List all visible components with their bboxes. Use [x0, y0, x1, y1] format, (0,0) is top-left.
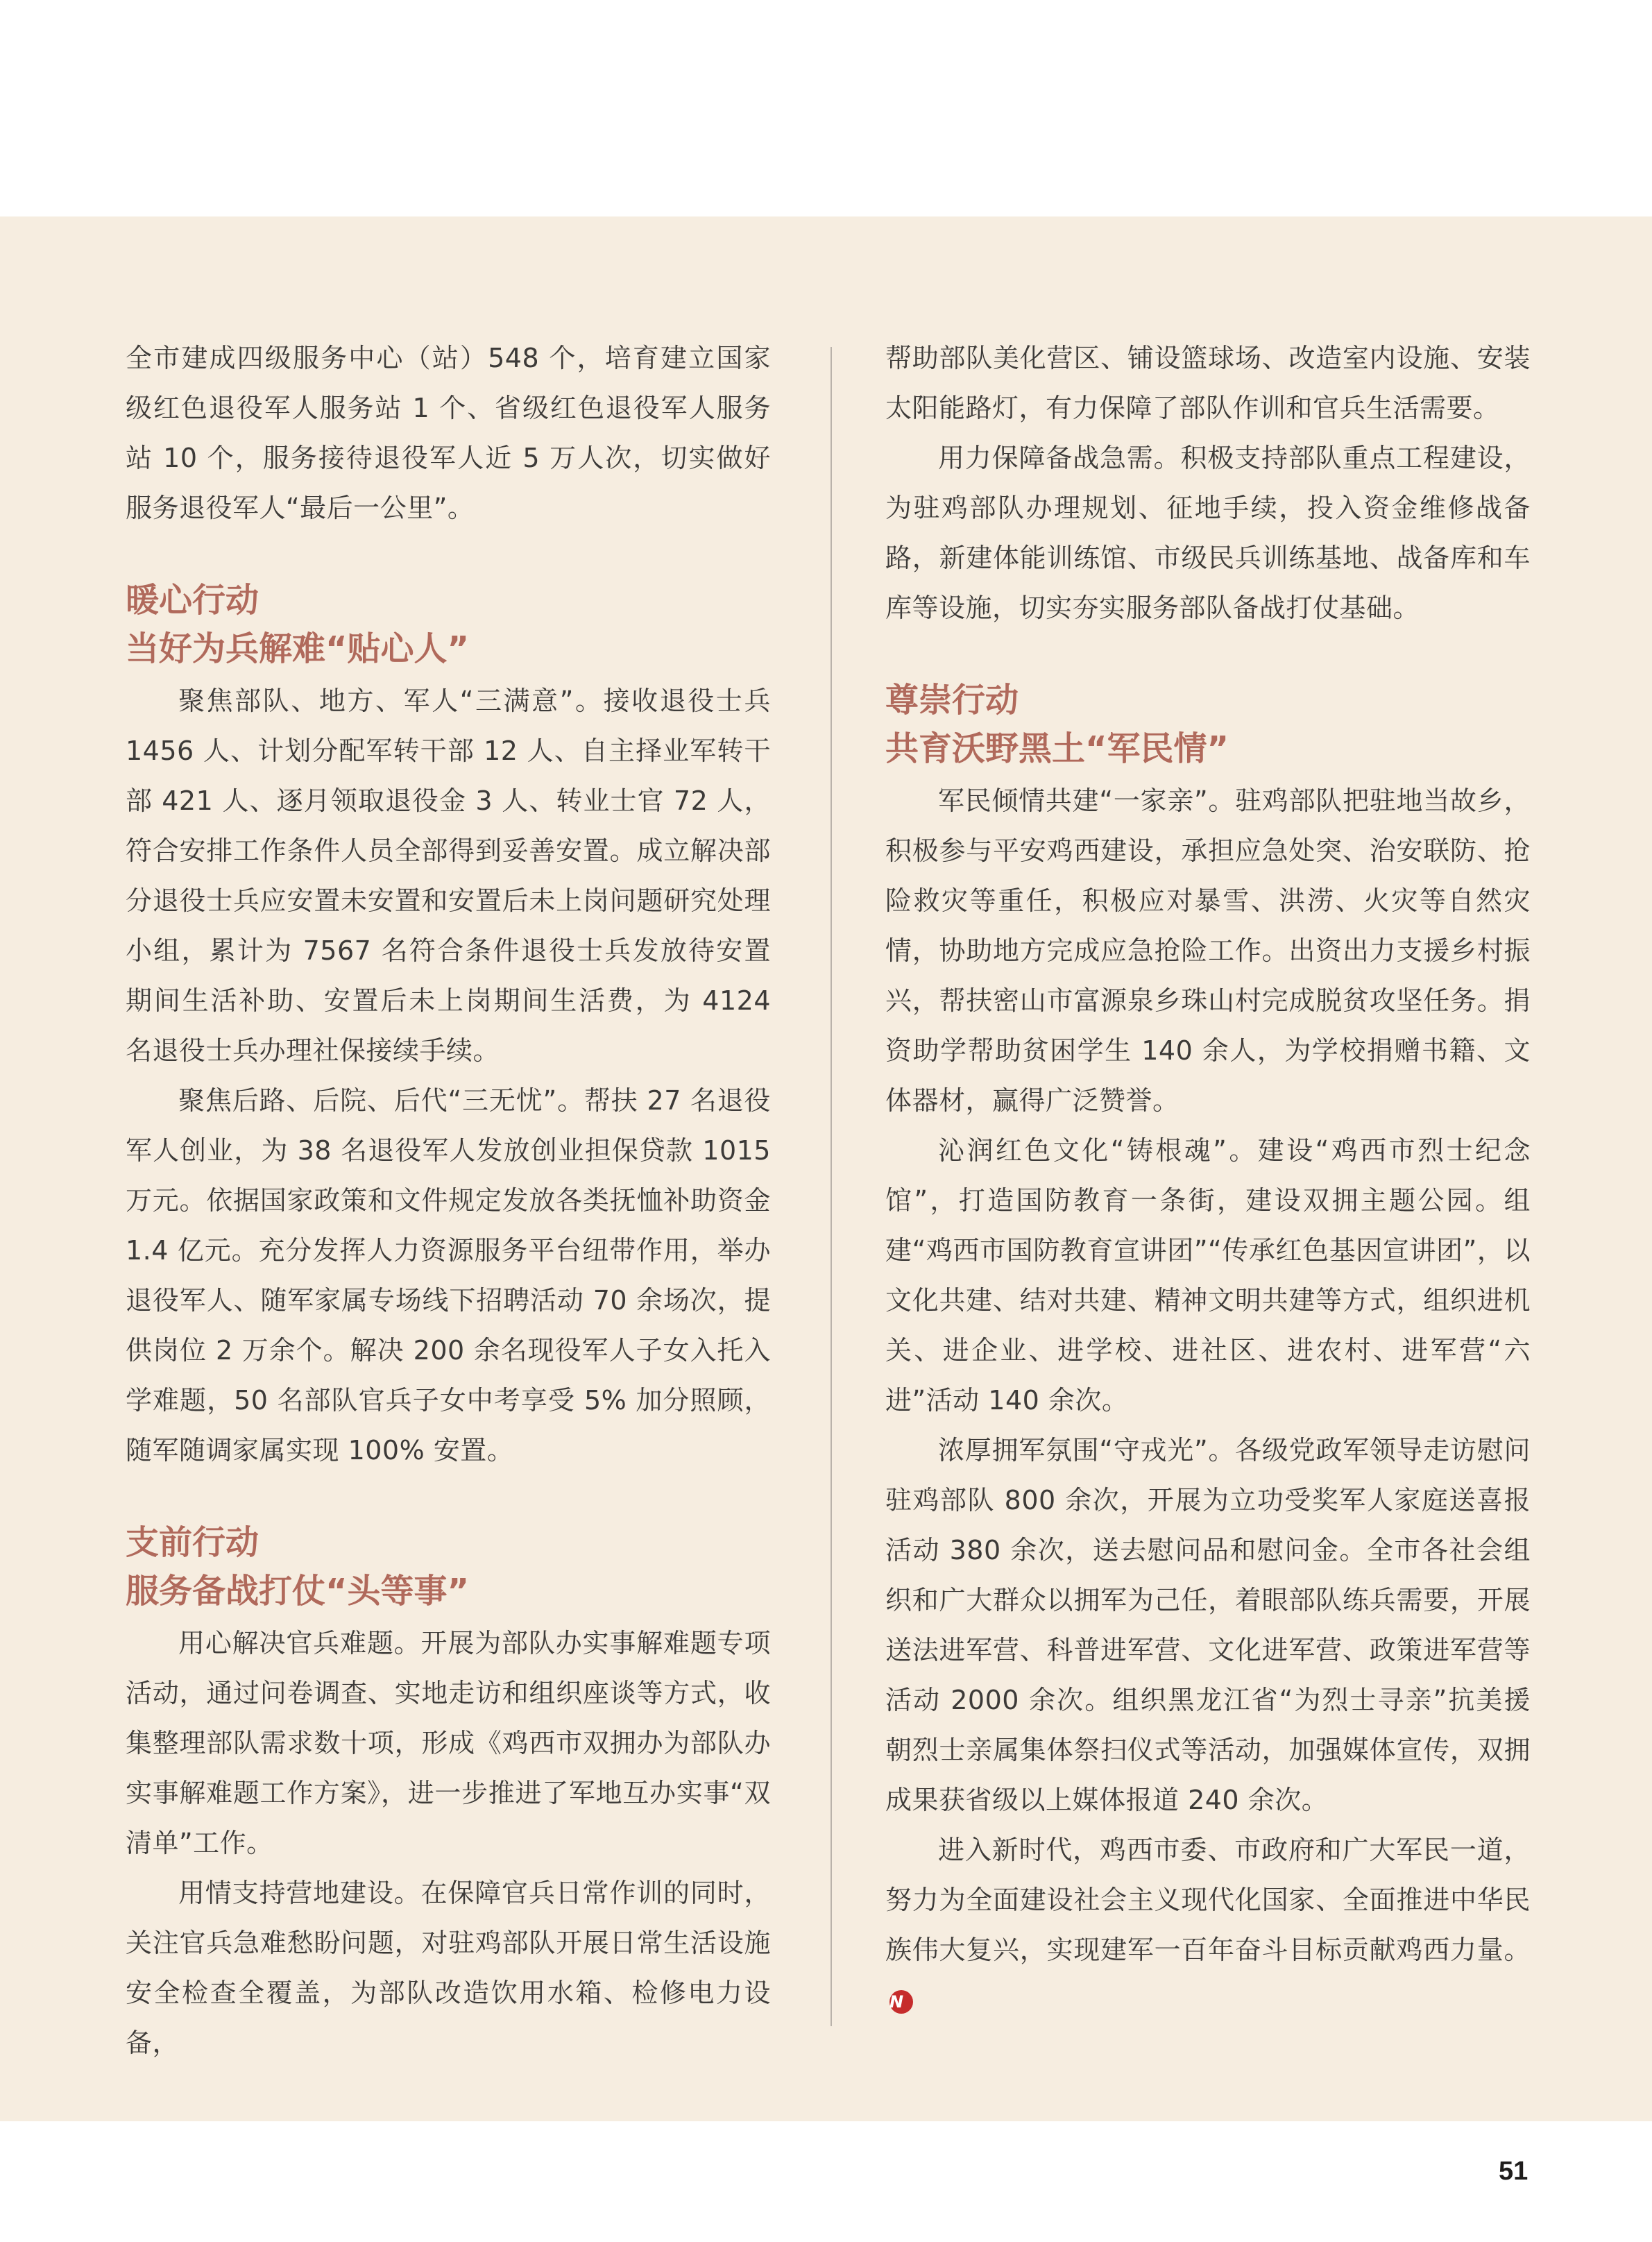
page-number: 51 [1499, 2157, 1528, 2186]
body-paragraph: 聚焦部队、地方、军人“三满意”。接收退役士兵 1456 人、计划分配军转干部 12 人、自主择业军转干部 421 人、逐月领取退役金 3 人、转业士官 72 人，符合安排工作条件人员全部得到妥善安置。成立解决部分退役士兵应安置未安置和安置后未上岗问题研究处理小组，累计为 7567 名符合条件退役士兵发放待安置期间生活补助、安置后未上岗期间生活费，为 4124 名退役士兵办理社保接续手续。 [126, 686, 771, 1066]
right-column [885, 333, 1531, 2025]
continued-paragraph: 帮助部队美化营区、铺设篮球场、改造室内设施、安装太阳能路灯，有力保障了部队作训和官兵生活需要。 [885, 343, 1531, 423]
column-divider [831, 347, 832, 2026]
end-mark-icon: N [889, 1990, 913, 2014]
body-paragraph: 军民倾情共建“一家亲”。驻鸡部队把驻地当故乡，积极参与平安鸡西建设，承担应急处突、治安联防、抢险救灾等重任，积极应对暴雪、洪涝、火灾等自然灾情，协助地方完成应急抢险工作。出资出力支援乡村振兴，帮扶密山市富源泉乡珠山村完成脱贫攻坚任务。捐资助学帮助贫困学生 140 余人，为学校捐赠书籍、文体器材，赢得广泛赞誉。 [885, 785, 1531, 1116]
body-paragraph: 用心解决官兵难题。开展为部队办实事解难题专项活动，通过问卷调查、实地走访和组织座谈等方式，收集整理部队需求数十项，形成《鸡西市双拥办为部队办实事解难题工作方案》，进一步推进了军地互办实事“双清单”工作。 [126, 1628, 771, 1858]
body-paragraph: 沁润红色文化“铸根魂”。建设“鸡西市烈士纪念馆”，打造国防教育一条街，建设双拥主题公园。组建“鸡西市国防教育宣讲团”“传承红色基因宣讲团”，以文化共建、结对共建、精神文明共建等方式，组织进机关、进企业、进学校、进社区、进农村、进军营“六进”活动 140 余次。 [885, 1135, 1531, 1416]
section-heading-line2: 服务备战打仗“头等事” [126, 1572, 470, 1611]
body-paragraph: 浓厚拥军氛围“守戎光”。各级党政军领导走访慰问驻鸡部队 800 余次，开展为立功受奖军人家庭送喜报活动 380 余次，送去慰问品和慰问金。全市各社会组织和广大群众以拥军为己任，着眼部队练兵需要，开展送法进军营、科普进军营、文化进军营、政策进军营等活动 2000 余次。组织黑龙江省“为烈士寻亲”抗美援朝烈士亲属集体祭扫仪式等活动，加强媒体宣传，双拥成果获省级以上媒体报道 240 余次。 [885, 1435, 1531, 1815]
section-heading-warm-action [126, 576, 771, 673]
section-heading-line2: 当好为兵解难“贴心人” [126, 629, 470, 668]
body-paragraph: 用力保障备战急需。积极支持部队重点工程建设，为驻鸡部队办理规划、征地手续，投入资金维修战备路，新建体能训练馆、市级民兵训练基地、战备库和车库等设施，切实夯实服务部队备战打仗基础。 [885, 443, 1531, 623]
closing-text: 进入新时代，鸡西市委、市政府和广大军民一道，努力为全面建设社会主义现代化国家、全面推进中华民族伟大复兴，实现建军一百年奋斗目标贡献鸡西力量。 [885, 1835, 1531, 1965]
section-heading-support-action [126, 1518, 771, 1615]
left-column [126, 333, 771, 2068]
body-paragraph: 用情支持营地建设。在保障官兵日常作训的同时，关注官兵急难愁盼问题，对驻鸡部队开展日常生活设施安全检查全覆盖，为部队改造饮用水箱、检修电力设备， [126, 1878, 771, 2058]
section-heading-line1: 暖心行动 [126, 581, 259, 620]
section-heading-line2: 共育沃野黑土“军民情” [885, 729, 1229, 768]
section-heading-line1: 尊崇行动 [885, 681, 1019, 720]
closing-paragraph [885, 1825, 1531, 2025]
intro-paragraph: 全市建成四级服务中心（站）548 个，培育建立国家级红色退役军人服务站 1 个、省级红色退役军人服务站 10 个，服务接待退役军人近 5 万人次，切实做好服务退役军人“最后一公里”。 [126, 343, 771, 523]
body-paragraph: 聚焦后路、后院、后代“三无忧”。帮扶 27 名退役军人创业，为 38 名退役军人发放创业担保贷款 1015 万元。依据国家政策和文件规定发放各类抚恤补助资金 1.4 亿元。充分发挥人力资源服务平台纽带作用，举办退役军人、随军家属专场线下招聘活动 70 余场次，提供岗位 2 万余个。解决 200 余名现役军人子女入托入学难题，50 名部队官兵子女中考享受 5% 加分照顾，随军随调家属实现 100% 安置。 [126, 1085, 771, 1466]
section-heading-line1: 支前行动 [126, 1523, 259, 1562]
section-heading-honor-action [885, 676, 1531, 773]
